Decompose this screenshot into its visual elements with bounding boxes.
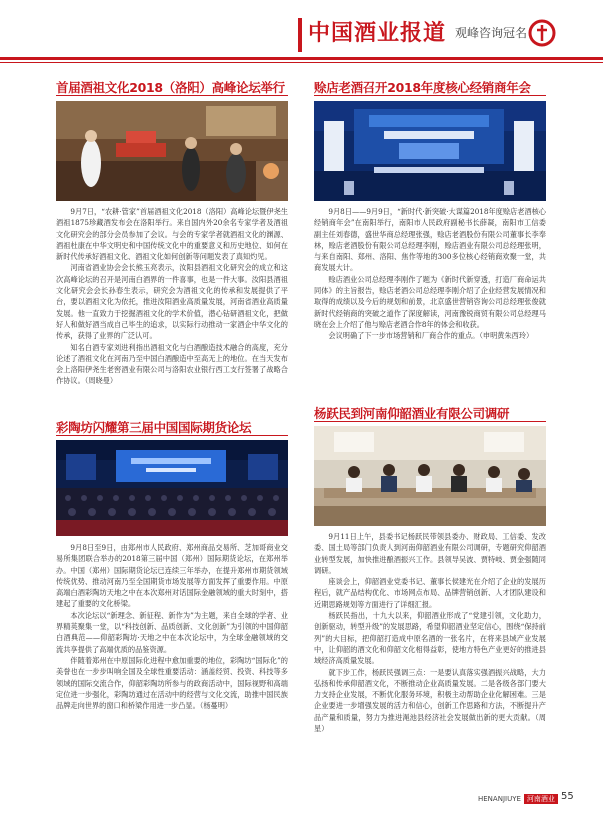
article-title-3: 彩陶坊闪耀第三届中国国际期货论坛 xyxy=(56,420,252,435)
article-paragraph: 9月8日至9日，由郑州市人民政府、郑州商品交易所、芝加哥商业交易所集团联合举办的2018第三届中国（郑州）国际期货论坛，在郑州举办。中国（郑州）国际期货论坛已连续三年举办，在提升郑州市期货领域传统优势、推动河南乃至全国期货市场发展等方面发挥了重要作用。中原高端白酒彩陶坊天地之中在本次郑州对话国际金融领域的重大时刻中，搭建起了重要的文化桥梁。 xyxy=(56,543,288,609)
column-title: 中国酒业报道 xyxy=(308,21,447,46)
article-paragraph: 赊店酒业公司总经理李刚作了题为《新时代新穿透，打造厂商命运共同体》的主旨报告，赊店老酒公司总经理李刚介绍了企业经营发展情况和取得的成绩以及今后的规划和前景，北京盛世营销咨询公司总经理张俊就新时代经销商的突破之道作了深度解读，河南豫锐商贸有限公司总经理马晓在会上介绍了他与赊店老酒合作8年的体会和收获。 xyxy=(314,274,546,329)
article-body-1 xyxy=(56,206,288,386)
article-photo-3 xyxy=(56,440,288,536)
article-title-1: 首届酒祖文化2018（洛阳）高峰论坛举行 xyxy=(56,80,285,95)
article-paragraph: 河南省酒业协会会长熊玉亮表示，汝阳县酒祖文化研究会的成立和这次高峰论坛的召开是河南白酒界的一件喜事，也是一件大事。汝阳县酒祖文化研究会会长孙春生表示，研究会为酒祖文化的传承和发展提供了平台，要以酒祖文化为依托，推进汝阳酒业高质量发展，河南省酒业高质量发展。他一直致力于挖掘酒祖文化的学术价值，潜心钻研酒祖文化，把做好人和做好酒当成自己毕生的追求，以实际行动推动一家酒企中华文化的传承，获得了业界的广泛认可。 xyxy=(56,263,288,341)
article-title-2: 赊店老酒召开2018年度核心经销商年会 xyxy=(314,80,531,95)
article-photo-1 xyxy=(56,101,288,201)
article-paragraph: 9月11日上午，县委书记杨跃民带领县委办、财政局、工信委、发改委、国土局等部门负责人到河南仰韶酒业有限公司调研，专题研究仰韶酒业转型发展，加快推进酿酒振兴工作。县领导吴波、贾特岐、贾金强随同调研。 xyxy=(314,532,546,575)
column-sponsor: 观峰咨询冠名 xyxy=(455,26,528,40)
article-title-4: 杨跃民到河南仰韶酒业有限公司调研 xyxy=(314,406,510,421)
article-paragraph: 9月8日——9月9日，“新时代·新突破·大谋篇2018年度赊店老酒核心经销商年会”在南阳举行，南阳市人民政府副秘书长薛凝，南阳市工信委副主任刘春德，盛世华商总经理张强，赊店老酒股份有限公司董事长李奉林，赊店老酒股份有限公司总经理李刚，赊店酒业有限公司总经理张明，与来自南阳、郑州、洛阳、焦作等地的300多位核心经销商欢聚一堂，共商发展大计。 xyxy=(314,207,546,273)
page-footer xyxy=(478,794,561,804)
header-rule-thin xyxy=(0,62,603,63)
publication-tag: 河南酒业 xyxy=(524,794,558,804)
article-photo-4 xyxy=(314,426,546,526)
header-accent-bar xyxy=(298,18,302,52)
article-paragraph: 就下步工作，杨跃民强调三点：一是要认真落实强酒振兴战略，大力弘扬和传承仰韶酒文化，不断推动企业高质量发展。二是各级各部门要大力支持企业发展，不断优化服务环境，积极主动帮助企业化解困难。三是企业要进一步增强发展的活力和信心，创新工作思路和方法，不断提升产品产量和质量，努力为推进渑池县经济社会发展做出新的更大贡献。（周星） xyxy=(314,667,546,734)
title-rule xyxy=(314,421,546,422)
title-rule xyxy=(314,95,546,96)
page-number: 55 xyxy=(561,791,574,802)
article-paragraph: 会议明确了下一步市场营销和厂商合作的重点。（申明黄朱西玲） xyxy=(328,331,534,341)
article-paragraph: 杨跃民指出，十九大以来，仰韶酒业形成了“党建引领，文化助力，创新驱动，转型升级”的发展思路，希望仰韶酒业坚定信心，围绕“保持前列”的大目标，把仰韶打造成中原名酒的一张名片，在将来县域产业发展中，让仰韶的酒文化和仰韶文化相得益彰，使地方特色产业更好的推进县域经济高质量发展。 xyxy=(314,611,546,666)
article-paragraph: 9月7日，“农耕·管家”首届酒祖文化2018（洛阳）高峰论坛暨伊尧生酒祖1875珍藏酒发布会在洛阳举行。来自国内外20余名专家学者及酒祖文化研究会的部分会员参加了会议。与会的专家学者就酒祖文化的渊源、酒祖杜康在中华文明史和中国传统文化中的重要意义和历史地位、如何在新时代传承好酒祖文化、酒祖文化如何创新等问题发表了真知灼见。 xyxy=(56,207,288,262)
article-paragraph: 本次论坛以“新理念、新征程、新作为”为主题，来自全球的学者、业界精英聚集一堂，以“科技创新、品质创新、文化创新”为引领的中国仰韶白酒典范——仰韶彩陶坊·天地之中在本次论坛中，为全球金融领域的交流共享提供了高端优质的品鉴资源。 xyxy=(56,610,288,654)
article-photo-2 xyxy=(314,101,546,201)
publication-name: HENANJIUYE xyxy=(478,795,521,803)
title-rule xyxy=(56,435,288,436)
header-rule xyxy=(0,57,603,60)
article-paragraph: 知名白酒专家刘进利指出酒祖文化与白酒酿造技术融合的高度，充分论述了酒祖文化在河南乃至中国白酒酿造中至高无上的地位。在当天发布会上洛阳伊尧生老窖酒业有限公司与洛阳农业银行西工支行签署了战略合作协议。（周晓曼） xyxy=(56,342,288,386)
article-body-4 xyxy=(314,531,546,783)
article-body-3 xyxy=(56,542,288,782)
article-paragraph: 伴随着郑州在中原国际化进程中愈加重要的地位，彩陶坊“国际化”的美誉也在一步步叫响全国及全球性重要活动：涵盖经贸、投资、科技等多领域的国际交流合作，仰韶彩陶坊所参与的政商活动中，国际视野和高端定位进一步强化，彩陶坊通过在活动中的经营与文化交流，助推中国民族品牌走向世界的窗口和桥梁作用进一步凸显。（杨蔓明） xyxy=(56,655,288,711)
title-rule xyxy=(56,95,288,96)
article-body-2 xyxy=(314,206,546,378)
article-paragraph: 座谈会上，仰韶酒业党委书记、董事长侯建光在介绍了企业的发展历程后，就产品结构优化、市场网点布局、品牌营销创新、人才团队建设和近期思路规划等方面进行了详细汇报。 xyxy=(314,577,546,609)
sponsor-logo-icon xyxy=(528,18,556,48)
